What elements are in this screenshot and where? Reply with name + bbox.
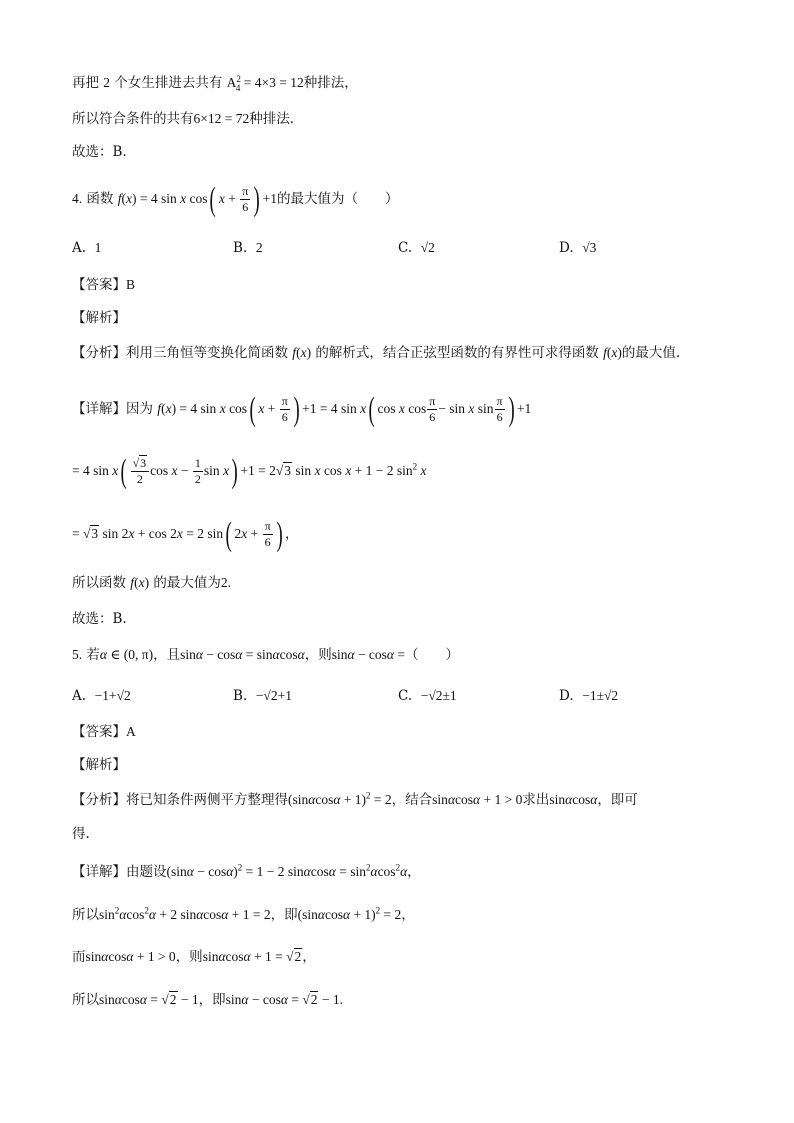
analysis-5: 【分析】将已知条件两侧平方整理得$(\sin\alpha\cos\alpha + 1)^2 = 2$，结合sinαcosα + 1 > 0求出sinαcosα，即可 [72, 790, 638, 808]
question-5: 5. 若α ∈ (0, π)，且sinα − cosα = sinαcosα，则sinα − cosα =（ ） [72, 647, 460, 663]
detail-5-line4: 所以sinαcosα = √2 − 1，即sinα − cosα = √2 − 1. [72, 992, 343, 1008]
choice-line-3: 故选：B. [72, 144, 127, 160]
jiexi-4: 【解析】 [72, 310, 126, 326]
detail-5-line2: 所以$\sin^2\alpha\cos^2\alpha + 2$ sinαcosα + 1 = 2，即$(\sin\alpha\cos\alpha + 1)^2 = 2$， [72, 905, 415, 923]
answer-5: 【答案】A [72, 724, 136, 740]
line-total: 所以符合条件的共有6×12 = 72种排法． [72, 111, 304, 127]
option-5-a[interactable]: A. −1+√2 [72, 688, 131, 704]
option-5-b[interactable]: B. −√2+1 [233, 688, 292, 704]
detail-5-line3: 而sinαcosα + 1 > 0，则sinαcosα + 1 = √2， [72, 949, 316, 965]
option-5-d[interactable]: D. −1±√2 [559, 688, 619, 704]
option-4-d[interactable]: D. √3 [559, 240, 597, 256]
detail-4-line2: = 4 sin x( $\frac{√3}{2}$ cos x − $\frac{1}{2}$ sin x) +1 = 2√3 sin x cos x + 1 − 2 $\sin^2 x$ [72, 452, 427, 490]
option-4-a[interactable]: A. 1 [72, 240, 102, 256]
detail-4-line1: 【详解】因为 f(x) = 4 sin x cos( x + $\frac{\pi}{6}$ ) +1 = 4 sin x( cos x cos $\frac{\pi}{6}$ − sin x sin $\frac{\pi}{6}$ ) +1 [72, 390, 532, 428]
max-value-line: 所以函数 f(x) 的最大值为2. [72, 575, 231, 591]
answer-4: 【答案】B [72, 277, 136, 293]
formula-q4: f [117, 191, 122, 206]
formula-6x12: 6×12 = 72 [193, 111, 250, 126]
analysis-4: 【分析】利用三角恒等变换化简函数 f(x) 的解析式，结合正弦型函数的有界性可求得函数 f(x)的最大值. [72, 345, 681, 361]
question-4: 4. 函数 f(x) = 4 sin x cos( x + $\frac{\pi}{6}$ ) +1的最大值为（ ） [72, 180, 399, 218]
jiexi-5: 【解析】 [72, 757, 126, 773]
detail-4-line3: = √3 sin 2x + cos 2x = 2 sin( 2x + $\frac{\pi}{6}$ ) ， [72, 515, 299, 553]
formula-a42: $A^2_4 = 4\times 3 = 12$ [226, 73, 304, 93]
option-4-c[interactable]: C. √2 [398, 240, 435, 256]
option-5-c[interactable]: C. −√2±1 [398, 688, 457, 704]
detail-5-line1: 【详解】由题设$(\sin\alpha - \cos\alpha)^2 = 1 - 2$ $\sin\alpha\cos\alpha = \sin^2\alpha\cos^2\alpha$， [72, 862, 421, 880]
line-arrange-girls: 再把 2 个女生排进去共有 $A^2_4 = 4\times 3 = 12$种排法， [72, 73, 358, 93]
analysis-5-cont: 得. [72, 826, 90, 842]
option-4-b[interactable]: B. 2 [233, 240, 263, 256]
choice-line-4: 故选：B. [72, 611, 127, 627]
